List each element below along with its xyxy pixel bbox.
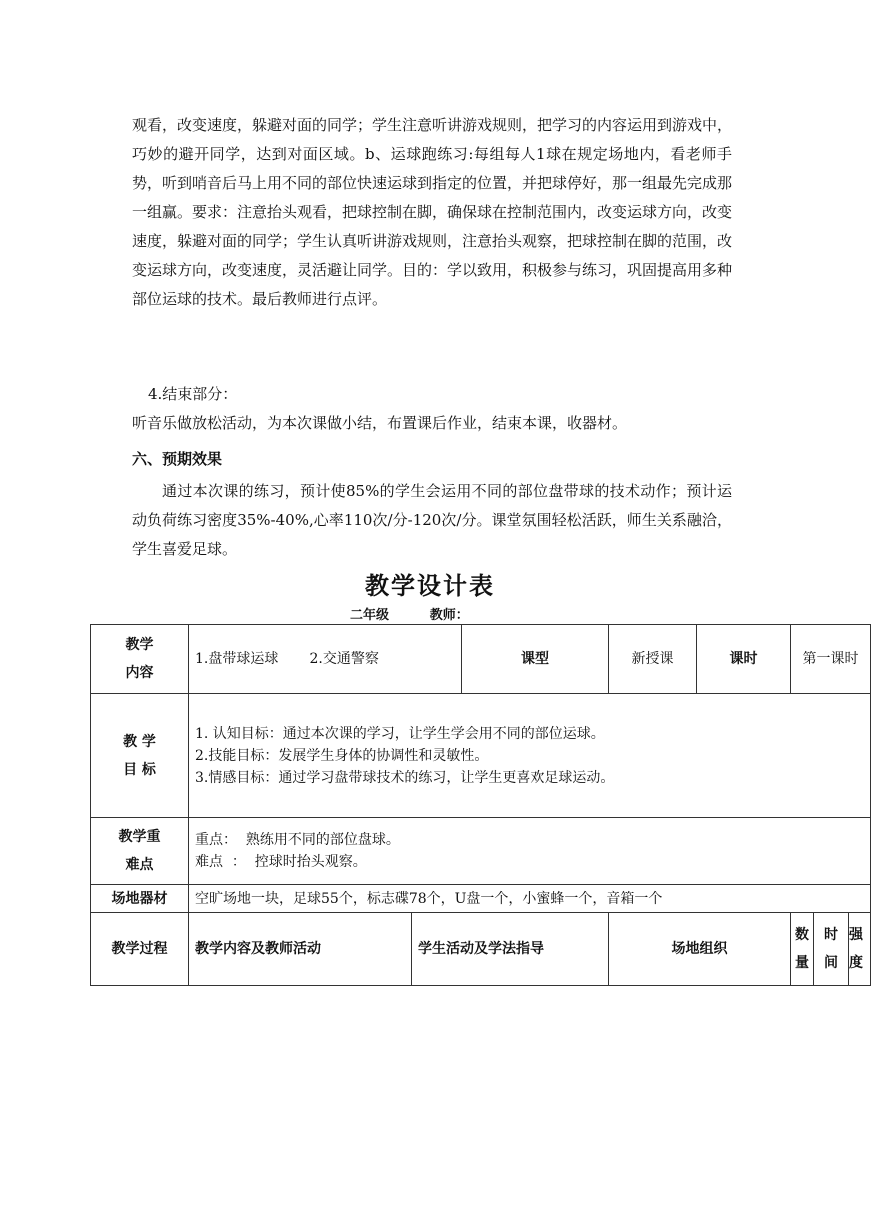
col-time-line2: 间 (824, 955, 838, 971)
lesson-period-value: 第一课时 (791, 625, 871, 694)
key-point-item: 重点： 熟练用不同的部位盘球。 (195, 832, 400, 848)
col-venue-organization: 场地组织 (609, 913, 791, 986)
goal-item: 1. 认知目标：通过本次课的学习，让学生学会用不同的部位运球。 (195, 725, 605, 742)
col-teacher-activity: 教学内容及教师活动 (189, 913, 412, 986)
content-value: 1.盘带球运球 2.交通警察 (189, 625, 462, 694)
col-quantity (791, 913, 814, 986)
col-quantity-line1: 数 (795, 927, 809, 943)
col-student-activity: 学生活动及学法指导 (412, 913, 609, 986)
content-label-cell (91, 625, 189, 694)
goals-value (189, 694, 871, 818)
goals-label-line1: 教 学 (123, 733, 156, 750)
key-label-line2: 难点 (125, 857, 154, 873)
key-label-line1: 教学重 (118, 829, 161, 845)
table-row-process-header (91, 913, 871, 986)
table-row-goals (91, 694, 871, 818)
section-4-text: 听音乐做放松活动，为本次课做小结，布置课后作业，结束本课，收器材。 (132, 414, 628, 432)
col-time-line1: 时 (824, 927, 838, 943)
content-label-line2: 内容 (125, 665, 154, 681)
section-6-text: 通过本次课的练习，预计使85%的学生会运用不同的部位盘带球的技术动作；预计运动负荷练习密度35%-40%,心率110次/分-120次/分。课堂氛围轻松活跃，师生关系融洽，学生喜爱足球。 (132, 482, 732, 558)
key-value (189, 818, 871, 885)
paragraph-game-description: 观看，改变速度，躲避对面的同学；学生注意听讲游戏规则，把学习的内容运用到游戏中，巧妙的避开同学，达到对面区域。b、运球跑练习:每组每人1球在规定场地内，看老师手势，听到哨音后马上用不同的部位快速运球到指定的位置，并把球停好，那一组最先完成那一组赢。要求：注意抬头观看，把球控制在脚，确保球在控制范围内，改变运球方向，改变速度，躲避对面的同学；学生认真听讲游戏规则，注意抬头观察，把球控制在脚的范围，改变运球方向，改变速度，灵活避让同学。目的：学以致用，积极参与练习，巩固提高用多种部位运球的技术。最后教师进行点评。 (132, 116, 733, 308)
table-row-content (91, 625, 871, 694)
goals-label-line2: 目 标 (123, 761, 156, 778)
equipment-label: 场地器材 (91, 885, 189, 913)
col-intensity-line2: 度 (849, 955, 863, 971)
goal-item: 3.情感目标：通过学习盘带球技术的练习，让学生更喜欢足球运动。 (195, 769, 615, 786)
goals-label-cell (91, 694, 189, 818)
table-subtitle: 二年级 教师： (350, 608, 469, 623)
key-point-item: 难点 ： 控球时抬头观察。 (195, 854, 367, 870)
equipment-value: 空旷场地一块，足球55个，标志碟78个，U盘一个，小蜜蜂一个，音箱一个 (189, 885, 871, 913)
teaching-design-table (90, 624, 871, 986)
col-quantity-line2: 量 (795, 955, 809, 971)
table-title: 教学设计表 (365, 572, 495, 600)
section-4-title: 4.结束部分： (148, 385, 238, 403)
lesson-type-label: 课型 (462, 625, 609, 694)
lesson-period-label: 课时 (697, 625, 791, 694)
col-intensity (849, 913, 871, 986)
section-6-heading: 六、预期效果 (132, 450, 223, 468)
goal-item: 2.技能目标：发展学生身体的协调性和灵敏性。 (195, 747, 489, 764)
key-label-cell (91, 818, 189, 885)
table-row-key-points (91, 818, 871, 885)
process-label: 教学过程 (91, 913, 189, 986)
lesson-type-value: 新授课 (609, 625, 697, 694)
content-label-line1: 教学 (125, 637, 154, 653)
col-time (814, 913, 849, 986)
col-intensity-line1: 强 (849, 927, 863, 943)
table-row-equipment (91, 885, 871, 913)
